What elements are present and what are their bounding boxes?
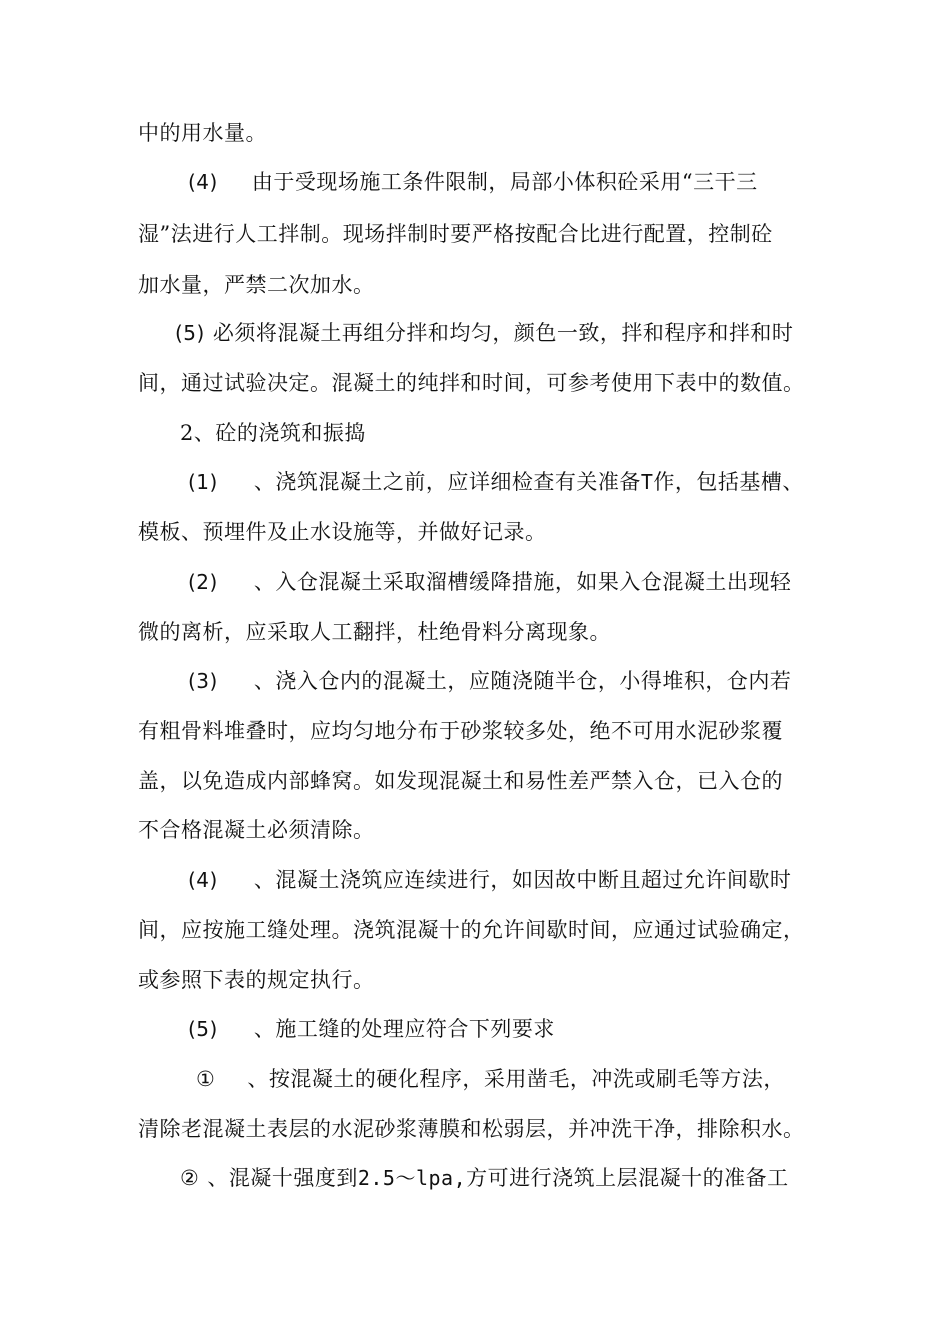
text-segment: 不合格混凝土必须清除。 xyxy=(138,818,375,842)
text-line xyxy=(138,915,805,945)
text-line xyxy=(188,467,804,497)
text-line xyxy=(138,517,547,547)
item-number: (4) xyxy=(188,170,218,194)
text-segment: 、施工缝的处理应符合下列要求 xyxy=(253,1017,555,1041)
text-segment: 作，包括基槽、 xyxy=(653,470,804,494)
text-segment: 、混凝十强度到 xyxy=(207,1166,358,1190)
text-line xyxy=(188,167,758,197)
text-line xyxy=(188,865,791,895)
text-line xyxy=(188,1014,555,1044)
text-line xyxy=(138,617,611,647)
text-line xyxy=(188,567,791,597)
text-segment: 或参照下表的规定执行。 xyxy=(138,968,375,992)
text-segment: 有粗骨料堆叠时，应均匀地分布于砂浆较多处，绝不可用水泥砂浆覆 xyxy=(138,719,783,743)
text-segment: 微的离析，应采取人工翻拌，杜绝骨料分离现象。 xyxy=(138,620,611,644)
text-segment: 间，通过试验决定。混凝土的纯拌和时间，可参考使用下表中的数值。 xyxy=(138,371,805,395)
item-number: (1) xyxy=(188,470,218,494)
circled-number: ② xyxy=(180,1166,200,1190)
item-number: (5) xyxy=(188,1017,218,1041)
circled-number: ① xyxy=(196,1067,216,1091)
text-segment: 湿”法进行人工拌制。现场拌制时要严格按配合比进行配置，控制砼 xyxy=(138,222,773,246)
text-line xyxy=(180,1163,789,1193)
text-segment: 2.5〜lpa, xyxy=(357,1166,467,1190)
text-line xyxy=(138,965,375,995)
text-line xyxy=(138,219,773,249)
item-number: (5) xyxy=(175,321,205,345)
text-segment: 、混凝土浇筑应连续进行，如因故中断且超过允许间歇时 xyxy=(253,868,792,892)
item-number: (2) xyxy=(188,570,218,594)
text-segment: 中的用水量。 xyxy=(138,121,267,145)
text-line xyxy=(175,318,793,348)
text-line xyxy=(138,815,375,845)
text-segment: 方可进行浇筑上层混凝十的准备工 xyxy=(466,1166,789,1190)
section-heading xyxy=(180,418,366,448)
text-segment: 盖，以免造成内部蜂窝。如发现混凝土和易性差严禁入仓，已入仓的 xyxy=(138,769,783,793)
text-line xyxy=(138,766,783,796)
item-number: (3) xyxy=(188,669,218,693)
text-segment: 由于受现场施工条件限制，局部小体积砼采用“三干三 xyxy=(251,170,758,194)
text-line xyxy=(138,270,375,300)
text-segment: 加水量，严禁二次加水。 xyxy=(138,273,375,297)
text-line xyxy=(188,666,791,696)
text-segment: 、按混凝土的硬化程序，采用凿毛，冲洗或刷毛等方法， xyxy=(247,1067,785,1091)
text-line xyxy=(138,118,267,148)
text-segment: 间，应按施工缝处理。浇筑混凝十的允许间歇时间，应通过试验确定， xyxy=(138,918,805,942)
text-segment: T xyxy=(640,470,654,494)
text-line xyxy=(138,1114,805,1144)
text-segment: 2、砼的浇筑和振捣 xyxy=(180,421,366,445)
text-segment: 、入仓混凝土采取溜槽缓降措施，如果入仓混凝土出现轻 xyxy=(253,570,792,594)
text-segment: 清除老混凝土表层的水泥砂浆薄膜和松弱层，并冲洗干净，排除积水。 xyxy=(138,1117,805,1141)
text-line xyxy=(138,716,783,746)
text-line xyxy=(138,368,805,398)
text-line xyxy=(196,1064,785,1094)
text-segment: 模板、预埋件及止水设施等，并做好记录。 xyxy=(138,520,547,544)
text-segment: 、浇筑混凝土之前，应详细检查有关准备 xyxy=(253,470,641,494)
text-segment: 、浇入仓内的混凝土，应随浇随半仓，小得堆积，仓内若 xyxy=(253,669,792,693)
item-number: (4) xyxy=(188,868,218,892)
text-segment: 必须将混凝土再组分拌和均匀，颜色一致，拌和程序和拌和时 xyxy=(212,321,794,345)
